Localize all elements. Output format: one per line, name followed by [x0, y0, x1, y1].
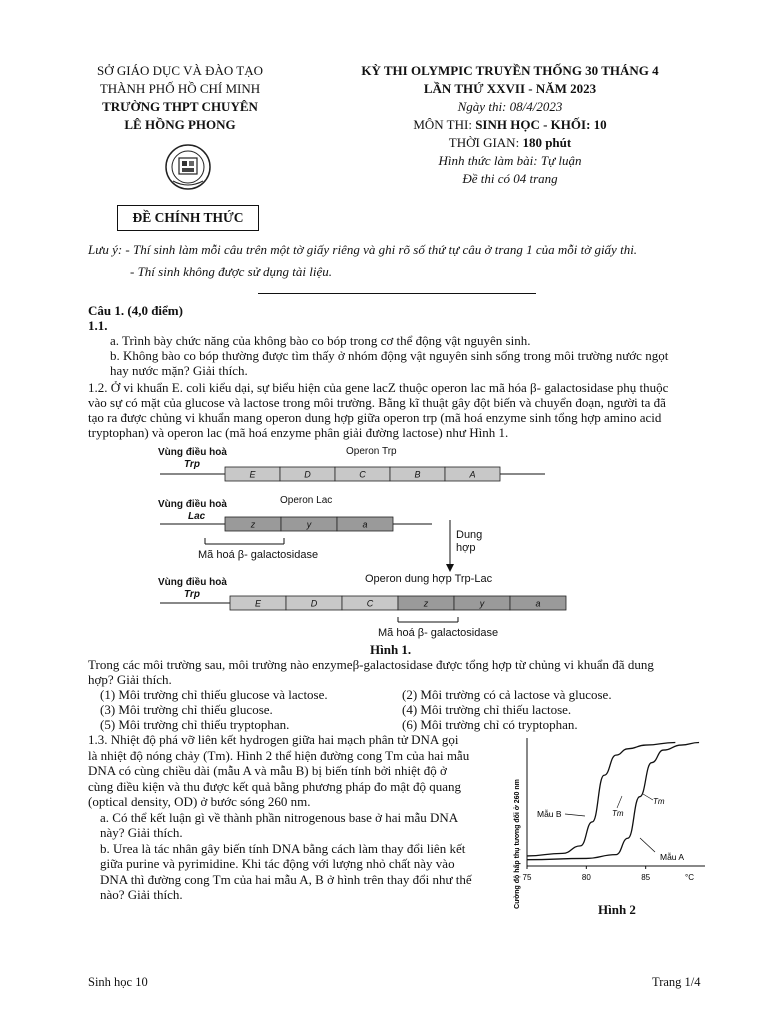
trp-reg-label-2: Trp	[184, 459, 200, 470]
q13-b-line3: DNA thì đường cong Tm của hai mẫu A, B ở hình trên thay đổi như thế	[100, 871, 472, 887]
figure-2-tm-chart	[505, 728, 720, 923]
department-line: SỞ GIÁO DỤC VÀ ĐÀO TẠO	[97, 63, 263, 78]
option-6: (6) Môi trường chỉ có tryptophan.	[402, 717, 578, 732]
school-line: TRƯỜNG THPT CHUYÊN	[102, 99, 258, 114]
fusion-gene-label-y: y	[479, 598, 485, 609]
lac-reg-label-1: Vùng điều hoà	[158, 499, 227, 510]
x-tick-label-85: 85	[641, 873, 651, 882]
fusion-gene-label-d: D	[310, 598, 318, 609]
chart-x-ticks	[523, 866, 651, 882]
trp-reg-label-1: Vùng điều hoà	[158, 447, 227, 458]
subject-value: SINH HỌC - KHỐI: 10	[475, 117, 607, 132]
section-1-1: 1.1.	[88, 318, 108, 333]
option-5: (5) Môi trường chỉ thiếu tryptophan.	[100, 717, 290, 732]
lac-operon-label: Operon Lac	[280, 495, 333, 506]
school-logo-icon	[163, 143, 213, 191]
q13-line4: cùng điều kiện và thu được kết quả bằng phương pháp đo mật độ quang	[88, 778, 461, 794]
q12-question-line1: Trong các môi trường sau, môi trường nào enzymeβ-galactosidase được tổng hợp từ chủng vi khuẩn đã dung	[88, 657, 654, 672]
footer-subject: Sinh học 10	[88, 975, 148, 989]
q13-a-line1: a. Có thể kết luận gì về thành phần nitrogenous base ở hai mẫu DNA	[100, 809, 459, 825]
section-1-2-line2: vào sự có mặt của glucose và lactose trong môi trường. Bằng kĩ thuật gây đột biến và chuyển đoạn, người ta đã	[88, 395, 666, 410]
figure-2-caption: Hình 2	[598, 902, 636, 917]
fus-reg-label-2: Trp	[184, 589, 200, 600]
fusion-arrow-head	[446, 564, 454, 572]
note-line-1: Lưu ý: - Thí sinh làm mỗi câu trên một tờ giấy riêng và ghi rõ số thứ tự câu ở trang 1 của mỗi tờ giấy thi.	[88, 242, 638, 257]
tm-pointer-b	[617, 796, 622, 808]
fusion-label-1: Dung	[456, 529, 483, 541]
q13-line5: (optical density, OD) ở bước sóng 260 nm.	[88, 794, 311, 809]
tm-annotation-b: Tm	[612, 809, 624, 818]
tm-pointer-a	[643, 794, 653, 800]
x-tick-label-80: 80	[581, 873, 591, 882]
trp-gene-label-d: D	[304, 469, 311, 480]
trp-gene-label-b: B	[414, 469, 421, 480]
option-1: (1) Môi trường chỉ thiếu glucose và lactose.	[100, 687, 328, 702]
fusion-gene-label-z: z	[423, 598, 429, 609]
city-line: THÀNH PHỐ HỒ CHÍ MINH	[99, 81, 261, 96]
trp-gene-label-a: A	[469, 469, 476, 480]
exam-title: KỲ THI OLYMPIC TRUYỀN THỐNG 30 THÁNG 4	[361, 63, 659, 78]
chart-ylabel: Cường độ hấp thụ tương đối ở 260 nm	[514, 779, 521, 909]
lac-code-label: Mã hoá β- galactosidase	[198, 549, 319, 561]
q13-line1: 1.3. Nhiệt độ phá vỡ liên kết hydrogen giữa hai mạch phân tử DNA gọi	[88, 732, 459, 747]
lac-gene-label-a: a	[362, 519, 368, 530]
lac-gene-label-z: z	[250, 519, 256, 530]
time-label: THỜI GIAN:	[448, 135, 523, 150]
section-1-2-line1: 1.2. Ở vi khuẩn E. coli kiểu dại, sự biểu hiện của gene lacZ thuộc operon lac mã hóa β- galactosidase phụ thuộc	[88, 380, 669, 395]
lac-gene-label-y: y	[306, 519, 312, 530]
trp-gene-label-c: C	[359, 469, 366, 480]
q13-line2: là nhiệt độ nóng chảy (Tm). Hình 2 thể hiện đường cong Tm của hai mẫu	[88, 747, 470, 763]
fusion-operon-label: Operon dung hợp Trp-Lac	[365, 573, 493, 585]
option-2: (2) Môi trường có cả lactose và glucose.	[402, 687, 612, 702]
trp-operon-label: Operon Trp	[346, 446, 397, 457]
option-3: (3) Môi trường chỉ thiếu glucose.	[100, 702, 273, 717]
exam-time	[300, 134, 720, 152]
series-a-label: Mẫu A	[660, 852, 685, 862]
q13-line3: DNA có cùng chiều dài (mẫu A và mẫu B) bị biến tính bởi nhiệt độ ở	[88, 763, 447, 778]
figure-1-operon-diagram	[0, 440, 768, 655]
series-a-pointer	[640, 838, 655, 852]
lac-gene-boxes	[225, 517, 393, 531]
section-1-2-line3: tạo ra được chủng vi khuẩn mang operon dung hợp giữa operon trp (mã hoá enzyme sinh tổng hợp amino acid	[88, 410, 662, 425]
q13-a-line2: này? Giải thích.	[100, 825, 183, 840]
q13-b-line1: b. Urea là tác nhân gây biến tính DNA bằng cách làm thay đổi liên kết	[100, 840, 466, 856]
time-value: 180 phút	[522, 135, 572, 150]
fusion-gene-label-a: a	[535, 598, 541, 609]
section-1-2-line4: tryptophan) và operon lac (mã hoá enzyme phân giải đường lactose) như Hình 1.	[88, 425, 509, 440]
series-b-label: Mẫu B	[537, 809, 562, 819]
q13-b-line2: giữa purine và pyrimidine. Khi tác động với lượng nhỏ chất này vào	[100, 856, 455, 871]
note-line-2: - Thí sinh không được sử dụng tài liệu.	[130, 264, 333, 279]
fusion-gene-label-e: E	[254, 598, 262, 609]
exam-edition: LẦN THỨ XXVII - NĂM 2023	[423, 81, 597, 96]
school-header	[70, 62, 290, 134]
tm-annotation-a: Tm	[653, 797, 665, 806]
trp-gene-label-e: E	[249, 469, 256, 480]
x-tick-label-75: 75	[522, 873, 532, 882]
section-1-1-a: a. Trình bày chức năng của không bào co bóp trong cơ thể động vật nguyên sinh.	[110, 333, 531, 348]
school-name-line: LÊ HỒNG PHONG	[124, 117, 236, 132]
fusion-label-2: hợp	[456, 542, 476, 554]
exam-date: Ngày thi: 08/4/2023	[457, 99, 563, 114]
exam-subject	[300, 116, 720, 134]
question-1-title: Câu 1. (4,0 điểm)	[88, 303, 183, 318]
section-1-1-b-line1: b. Không bào co bóp thường được tìm thấy ở nhóm động vật nguyên sinh sống trong môi trường nước ngọt	[110, 348, 669, 363]
option-4: (4) Môi trường chỉ thiếu lactose.	[402, 702, 572, 717]
chart-series	[527, 743, 699, 860]
official-exam-box: ĐỀ CHÍNH THỨC	[117, 205, 259, 231]
fus-reg-label-1: Vùng điều hoà	[158, 577, 227, 588]
chart-xlabel: °C	[685, 873, 694, 882]
q13-b-line4: nào? Giải thích.	[100, 887, 183, 902]
fusion-code-label: Mã hoá β- galactosidase	[378, 627, 499, 639]
divider	[258, 293, 536, 294]
fusion-gene-label-c: C	[366, 598, 374, 609]
exam-header	[300, 62, 720, 188]
series-line-a	[527, 743, 699, 860]
lac-reg-label-2: Lac	[188, 511, 206, 522]
section-1-1-b-line2: hay nước mặn? Giải thích.	[110, 363, 248, 378]
q12-question-line2: hợp? Giải thích.	[88, 672, 172, 687]
footer-page: Trang 1/4	[652, 975, 701, 989]
trp-gene-boxes	[225, 467, 500, 481]
figure-1-caption: Hình 1.	[370, 642, 412, 657]
exam-pages: Đề thi có 04 trang	[462, 171, 558, 186]
exam-format: Hình thức làm bài: Tự luận	[438, 153, 582, 168]
subject-label: MÔN THI:	[413, 117, 476, 132]
section-1-3	[88, 732, 508, 903]
fusion-gene-boxes	[230, 596, 566, 610]
series-b-pointer	[565, 814, 585, 816]
